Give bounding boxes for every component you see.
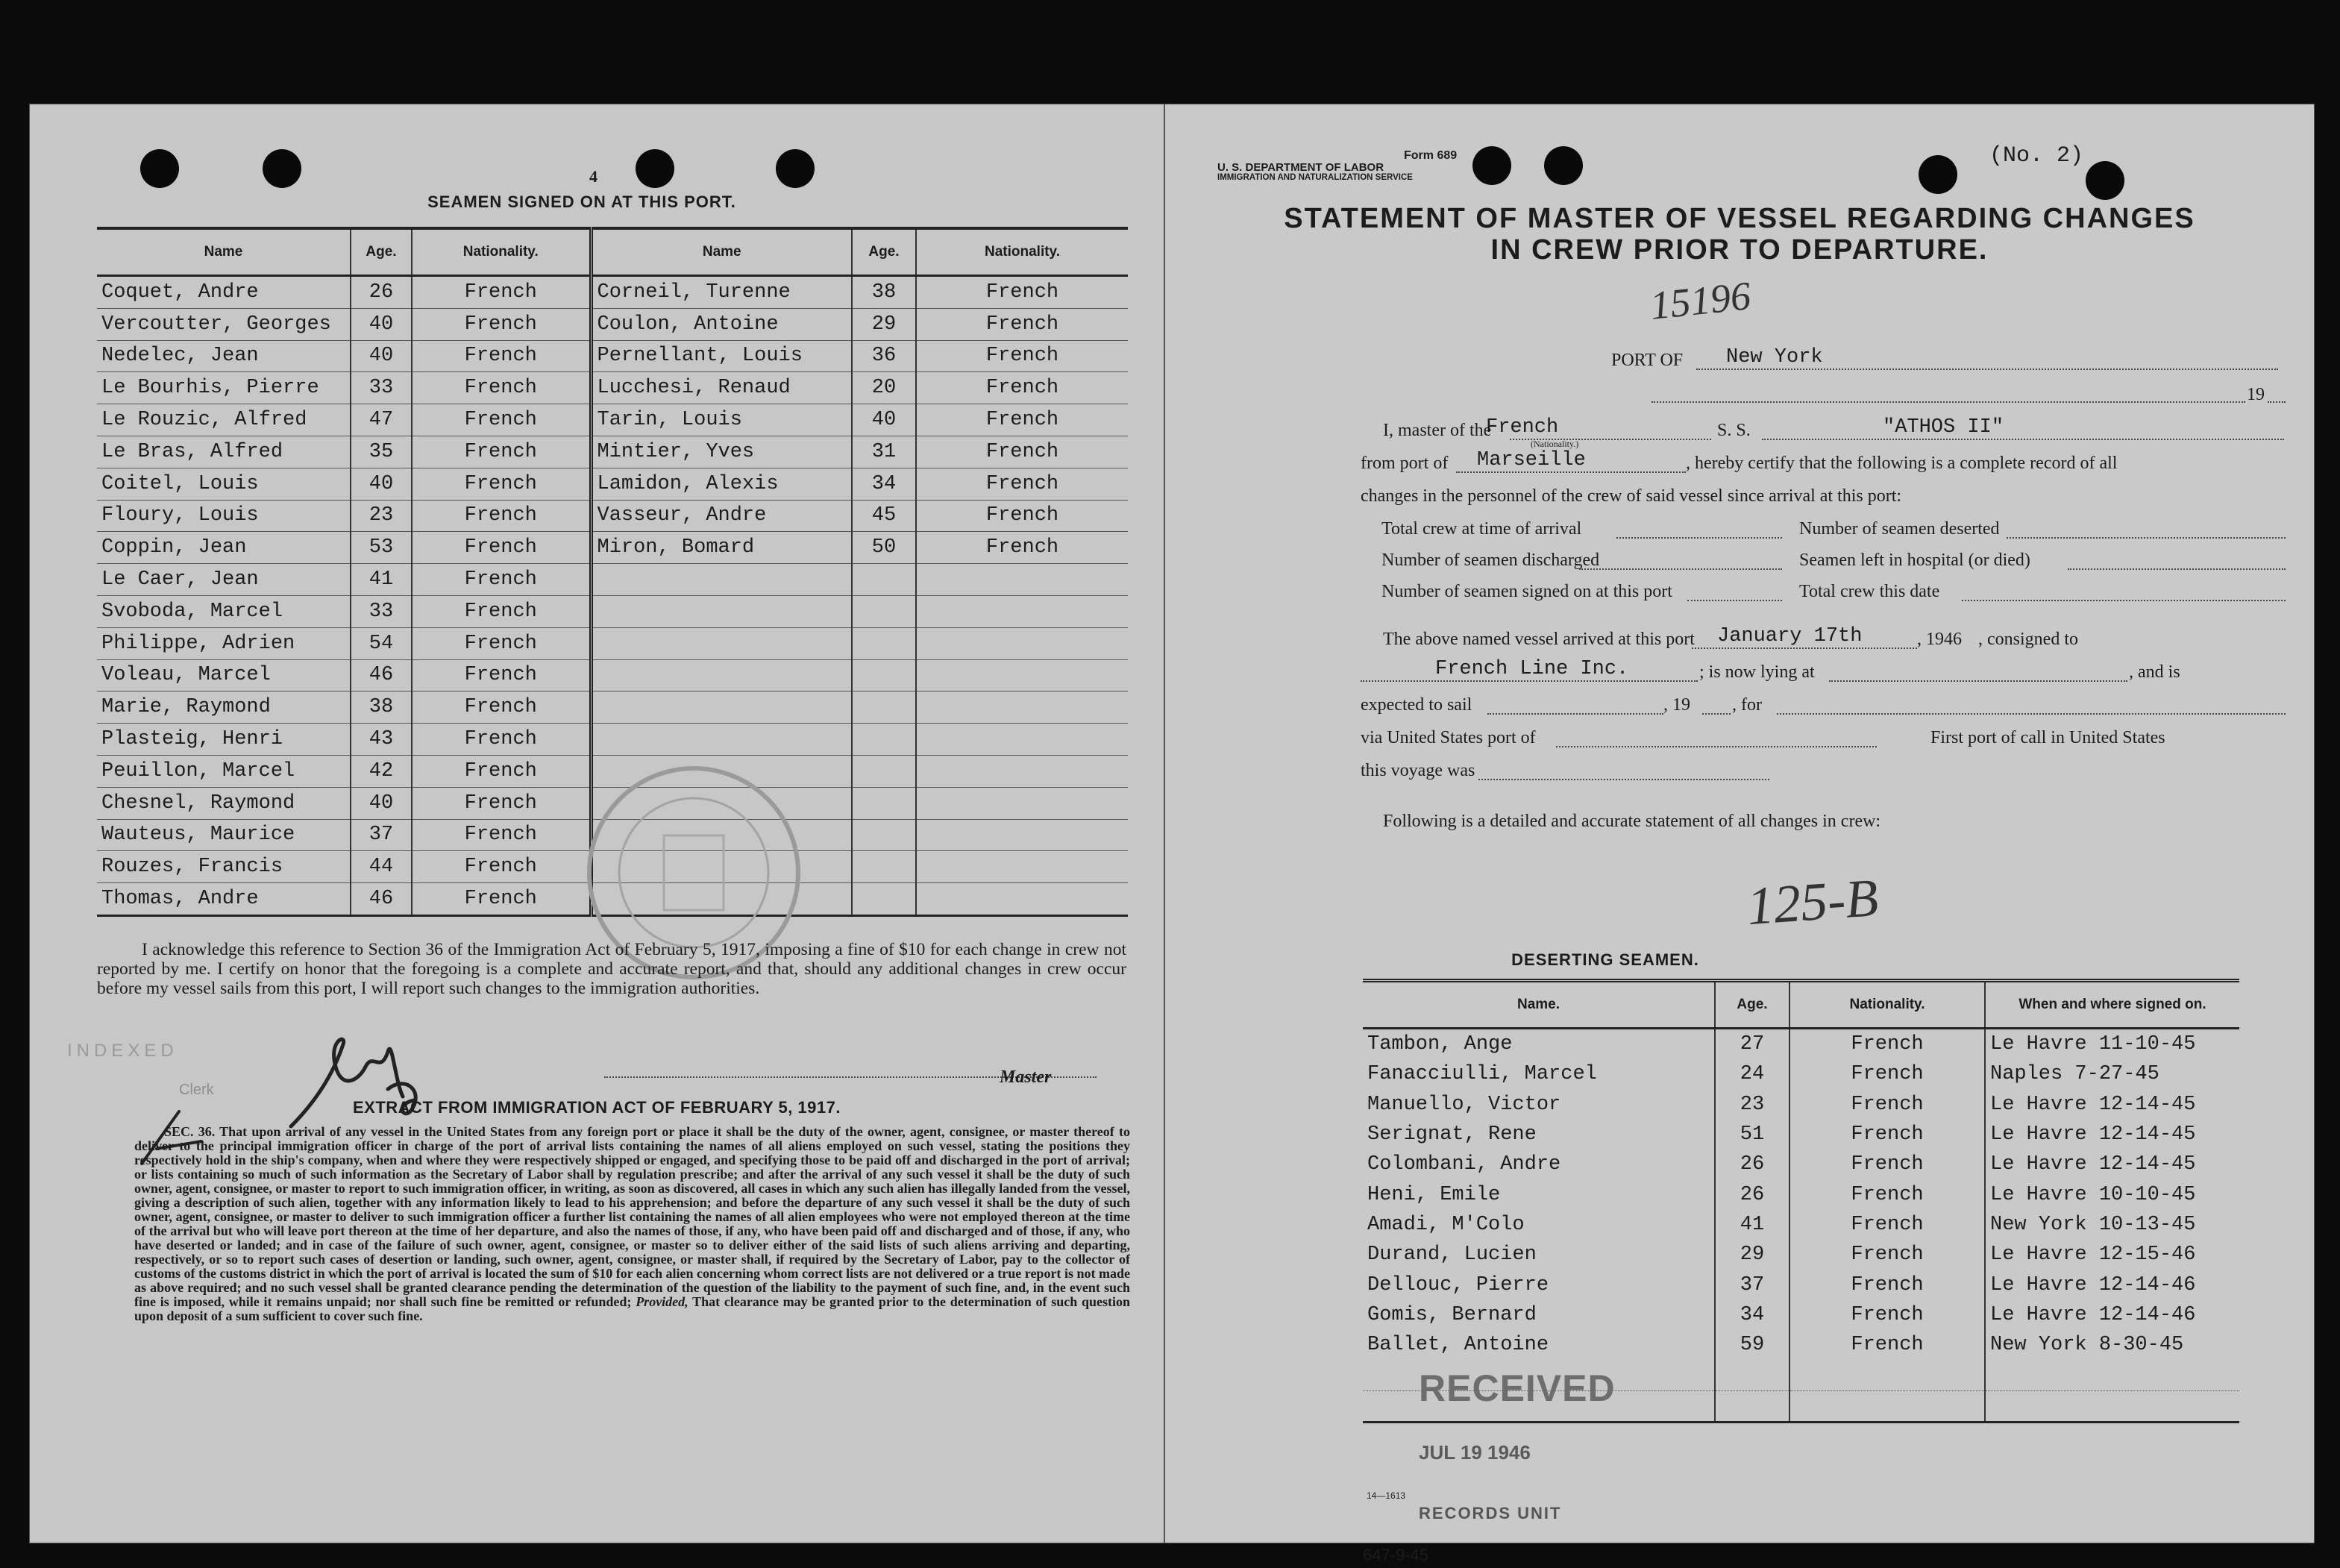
seaman-name: Coulon, Antoine: [591, 308, 852, 340]
from-port-line: [1456, 471, 1686, 473]
seamen-hospital-label: Seamen left in hospital (or died): [1799, 551, 2030, 570]
seaman-name: Philippe, Adrien: [97, 627, 351, 659]
seaman-age: [852, 692, 916, 724]
seaman-nationality: [916, 787, 1128, 819]
punch-hole: [1544, 146, 1583, 185]
blank-cell: [1985, 1390, 2239, 1422]
seaman-age: 47: [351, 404, 412, 436]
deserter-age: 23: [1715, 1090, 1789, 1120]
seaman-nationality: French: [412, 883, 591, 916]
column-header: Nationality.: [412, 228, 591, 276]
seaman-name: Corneil, Turenne: [591, 276, 852, 309]
seaman-name: Marie, Raymond: [97, 692, 351, 724]
port-line: [1696, 369, 2278, 370]
seaman-name: [591, 692, 852, 724]
seaman-age: [852, 819, 916, 851]
clerk-stamp: Clerk: [179, 1082, 214, 1098]
seaman-nationality: [916, 564, 1128, 596]
seaman-nationality: French: [412, 659, 591, 692]
seaman-name: Floury, Louis: [97, 500, 351, 532]
from-port-label: from port of: [1361, 454, 1449, 473]
seaman-name: Wauteus, Maurice: [97, 819, 351, 851]
seaman-nationality: [916, 755, 1128, 787]
seaman-name: Lucchesi, Renaud: [591, 372, 852, 404]
via-port-line: [1556, 746, 1877, 747]
seaman-age: 45: [852, 500, 916, 532]
seaman-nationality: French: [916, 404, 1128, 436]
column-header: Age.: [852, 228, 916, 276]
deserting-seamen-table: [1363, 979, 2239, 1423]
seaman-name: Coppin, Jean: [97, 532, 351, 564]
seaman-name: Tarin, Louis: [591, 404, 852, 436]
blank-cell: [1789, 1360, 1985, 1390]
seaman-age: 41: [351, 564, 412, 596]
table-row: [1363, 1150, 2239, 1179]
deserter-signed-on: Naples 7-27-45: [1985, 1059, 2239, 1089]
table-row: [1363, 1179, 2239, 1209]
deserter-age: 29: [1715, 1240, 1789, 1270]
deserter-name: Ballet, Antoine: [1367, 1334, 1549, 1357]
deserter-name: Amadi, M'Colo: [1367, 1213, 1525, 1236]
seaman-nationality: French: [916, 468, 1128, 500]
seaman-age: [852, 883, 916, 916]
punch-hole: [1472, 146, 1511, 185]
seaman-age: 34: [852, 468, 916, 500]
total-crew-arrival-line: [1616, 537, 1782, 539]
column-header: Name.: [1363, 981, 1715, 1029]
from-port-value: Marseille: [1477, 449, 1586, 471]
seaman-age: 31: [852, 436, 916, 468]
seaman-nationality: French: [412, 564, 591, 596]
seaman-age: 46: [351, 659, 412, 692]
port-value: New York: [1726, 346, 1823, 369]
blank-cell: [1715, 1360, 1789, 1390]
seaman-age: 40: [351, 468, 412, 500]
total-crew-date-label: Total crew this date: [1799, 582, 1940, 601]
seaman-nationality: [916, 595, 1128, 627]
first-port-label: First port of call in United States: [1930, 728, 2165, 747]
seaman-name: Le Bras, Alfred: [97, 436, 351, 468]
table-row: [97, 532, 1128, 564]
seaman-nationality: French: [412, 755, 591, 787]
nationality-value: French: [1486, 416, 1559, 439]
deserter-signed-on: Le Havre 10-10-45: [1985, 1179, 2239, 1209]
table-row: [97, 404, 1128, 436]
seaman-name: [591, 564, 852, 596]
via-port-label: via United States port of: [1361, 728, 1536, 747]
deserter-nationality: French: [1789, 1120, 1985, 1150]
punch-hole: [263, 149, 301, 188]
seaman-nationality: French: [412, 372, 591, 404]
seaman-name: Plasteig, Henri: [97, 724, 351, 756]
seaman-age: [852, 755, 916, 787]
arrival-date-line: [1692, 647, 1917, 649]
deserter-signed-on: Le Havre 12-14-46: [1985, 1270, 2239, 1299]
left-page: [30, 104, 1164, 1543]
seaman-age: [852, 627, 916, 659]
seaman-name: Nedelec, Jean: [97, 340, 351, 372]
deserter-name: Dellouc, Pierre: [1367, 1273, 1549, 1296]
deserter-signed-on: Le Havre 12-15-46: [1985, 1240, 2239, 1270]
sail-date-line: [1487, 713, 1663, 715]
seaman-nationality: French: [412, 692, 591, 724]
seaman-nationality: French: [412, 787, 591, 819]
table-row: [1363, 1240, 2239, 1270]
arrived-text: The above named vessel arrived at this port: [1383, 630, 1695, 649]
printer-code: 14—1613: [1367, 1490, 1406, 1501]
deserter-nationality: French: [1789, 1330, 1985, 1360]
seaman-nationality: French: [412, 276, 591, 309]
received-stamp: RECEIVED: [1419, 1367, 1616, 1409]
table-row: [1363, 1330, 2239, 1360]
certify-text: , hereby certify that the following is a complete record of all: [1686, 454, 2118, 473]
table-row: [97, 436, 1128, 468]
seaman-age: 23: [351, 500, 412, 532]
table-header-row: [97, 228, 1128, 276]
ship-name: "ATHOS II": [1883, 416, 2004, 439]
seaman-nationality: French: [412, 500, 591, 532]
seaman-name: Svoboda, Marcel: [97, 595, 351, 627]
column-header: Age.: [1715, 981, 1789, 1029]
seaman-nationality: [916, 851, 1128, 883]
column-header: Age.: [351, 228, 412, 276]
table-row: [97, 564, 1128, 596]
deserter-age: 37: [1715, 1270, 1789, 1299]
extract-title: EXTRACT FROM IMMIGRATION ACT OF FEBRUARY 5, 1917.: [353, 1098, 841, 1117]
table-row: [1363, 1270, 2239, 1299]
port-label: PORT OF: [1611, 351, 1684, 370]
deserter-signed-on: Le Havre 12-14-46: [1985, 1300, 2239, 1330]
seaman-nationality: [916, 659, 1128, 692]
form-title-line2: IN CREW PRIOR TO DEPARTURE.: [1490, 234, 1989, 266]
seaman-age: [852, 595, 916, 627]
seaman-age: [852, 724, 916, 756]
changes-text: changes in the personnel of the crew of said vessel since arrival at this port:: [1361, 486, 1902, 506]
nationality-caption: (Nationality.): [1531, 439, 1579, 449]
blank-cell: [1985, 1360, 2239, 1390]
seaman-name: Miron, Bomard: [591, 532, 852, 564]
table-row: [1363, 1300, 2239, 1330]
seaman-age: 35: [351, 436, 412, 468]
deserter-nationality: French: [1789, 1270, 1985, 1299]
deserter-name: Gomis, Bernard: [1367, 1303, 1537, 1326]
ship-name-line: [1762, 439, 2284, 440]
deserter-age: 26: [1715, 1179, 1789, 1209]
seaman-nationality: French: [412, 468, 591, 500]
extract-proviso-label: Provided,: [636, 1294, 688, 1309]
seaman-name: Rouzes, Francis: [97, 851, 351, 883]
seaman-age: 37: [351, 819, 412, 851]
sail-year: , 19: [1663, 695, 1690, 715]
footer-form-code: 647-9-45: [1363, 1546, 1429, 1564]
consigned-to-label: , consigned to: [1978, 630, 2078, 649]
seaman-nationality: French: [412, 851, 591, 883]
master-signature: [276, 1022, 448, 1141]
table-row: [97, 372, 1128, 404]
master-label: Master: [1000, 1067, 1052, 1087]
seaman-name: Peuillon, Marcel: [97, 755, 351, 787]
seaman-age: 53: [351, 532, 412, 564]
received-stamp-date: JUL 19 1946: [1419, 1441, 1531, 1464]
records-unit-stamp: RECORDS UNIT: [1419, 1504, 1562, 1522]
copy-number: (No. 2): [1989, 143, 2084, 169]
arrival-year: , 1946: [1917, 630, 1962, 649]
table-row: [1363, 1090, 2239, 1120]
punch-hole: [636, 149, 674, 188]
deserter-name: Heni, Emile: [1367, 1183, 1501, 1206]
seaman-age: 29: [852, 308, 916, 340]
deserter-signed-on: Le Havre 12-14-45: [1985, 1090, 2239, 1120]
deserter-age: 24: [1715, 1059, 1789, 1089]
seaman-age: 46: [351, 883, 412, 916]
deserter-nationality: French: [1789, 1240, 1985, 1270]
seaman-age: 40: [351, 308, 412, 340]
extract-body: SEC. 36. That upon arrival of any vessel in the United States from any foreign port or place it shall be the duty of the owner, agent, consignee, or master thereof to deliver to the principal immigration officer in charge of the port of arrival lists containing the names of all aliens employed on such vessel, stating the positions they respectively hold in the ship's company, when and where they were respectively shipped or engaged, and specifying those to be paid off and discharged in the port of arrival; or lists containing so much of such information as the Secretary of Labor shall by regulation prescribe; and after the arrival of any such vessel it shall be the duty of such owner, agent, consignee, or master to report to such immigration officer, in writing, as soon as discovered, all cases in which any such alien has illegally landed from the vessel, giving a description of such alien, together with any information likely to lead to his apprehension; and before the departure of any such vessel it shall be the duty of such owner, agent, consignee, or master to deliver to such immigration officer a further list containing the names of all alien employees who were not employed thereon at the time of the arrival but who will leave port thereon at the time of her departure, and also the names of those, if any, who have been paid off and discharged and of those, if any, who have deserted or landed; and in case of the failure of such owner, agent, consignee, or master so to deliver either of the said lists of such aliens arriving and departing, respectively, or so to report such cases of desertion or landing, such owner, agent, consignee, or master shall, if required by the Secretary of Labor, pay to the collector of customs of the customs district in which the port of arrival is located the sum of $10 for each alien concerning whom correct lists are not delivered or a true report is not made as above required; and no such vessel shall be granted clearance pending the determination of the question of the liability to the payment of such fine, and, in the event such fine is imposed, while it remains unpaid; nor shall such fine be remitted or refunded;: [134, 1124, 1130, 1309]
year-prefix: 19: [2247, 385, 2265, 404]
seaman-age: 33: [351, 595, 412, 627]
punch-hole: [1919, 155, 1957, 194]
seaman-nationality: French: [412, 404, 591, 436]
seamen-deserted-line: [2007, 537, 2286, 539]
seaman-nationality: French: [916, 436, 1128, 468]
seaman-age: [852, 787, 916, 819]
deserter-signed-on: New York 10-13-45: [1985, 1210, 2239, 1240]
column-header: Name: [591, 228, 852, 276]
table-row: [97, 500, 1128, 532]
deserter-age: 59: [1715, 1330, 1789, 1360]
seamen-deserted-label: Number of seamen deserted: [1799, 519, 2000, 539]
seamen-signed-on-label: Number of seamen signed on at this port: [1381, 582, 1672, 601]
form-title-line1: STATEMENT OF MASTER OF VESSEL REGARDING CHANGES: [1284, 203, 2195, 234]
seaman-nationality: French: [412, 724, 591, 756]
seaman-name: Voleau, Marcel: [97, 659, 351, 692]
service-name: IMMIGRATION AND NATURALIZATION SERVICE: [1217, 173, 1413, 182]
deserter-name: Fanacciulli, Marcel: [1367, 1063, 1597, 1086]
seaman-name: Le Rouzic, Alfred: [97, 404, 351, 436]
sail-year-line: [1702, 713, 1731, 715]
table-row: [1363, 1120, 2239, 1150]
seaman-age: 20: [852, 372, 916, 404]
seaman-age: 40: [351, 340, 412, 372]
blank-cell: [1715, 1390, 1789, 1422]
seaman-name: Le Caer, Jean: [97, 564, 351, 596]
arrival-date: January 17th: [1717, 625, 1863, 647]
seaman-age: [852, 564, 916, 596]
deserter-nationality: French: [1789, 1029, 1985, 1060]
extract-proviso: That clearance may be granted prior to the determination of such question upon deposit of a sum sufficient to cover such fine.: [134, 1294, 1131, 1323]
column-header: Nationality.: [1789, 981, 1985, 1029]
deserter-signed-on: New York 8-30-45: [1985, 1330, 2239, 1360]
seaman-name: [591, 595, 852, 627]
year-line: [2268, 401, 2286, 403]
this-voyage-label: this voyage was: [1361, 761, 1475, 780]
column-header: Name: [97, 228, 351, 276]
deserter-name: Durand, Lucien: [1367, 1244, 1537, 1267]
handwritten-code: 125-B: [1745, 867, 1881, 937]
table-row: [97, 659, 1128, 692]
seaman-nationality: [916, 883, 1128, 916]
seamen-discharged-line: [1579, 568, 1782, 570]
destination-line: [1777, 713, 2286, 715]
table-row: [97, 692, 1128, 724]
deserter-nationality: French: [1789, 1210, 1985, 1240]
seaman-name: Vercoutter, Georges: [97, 308, 351, 340]
master-of-label: I, master of the: [1383, 421, 1492, 440]
seaman-age: 38: [351, 692, 412, 724]
deserter-name: Serignat, Rene: [1367, 1123, 1537, 1147]
table-row: [97, 308, 1128, 340]
table-row: [97, 595, 1128, 627]
deserter-nationality: French: [1789, 1179, 1985, 1209]
section-title: SEAMEN SIGNED ON AT THIS PORT.: [427, 192, 736, 211]
punch-hole: [2086, 161, 2124, 200]
seaman-nationality: [916, 724, 1128, 756]
table-row: [97, 724, 1128, 756]
seaman-age: [852, 851, 916, 883]
deserter-signed-on: Le Havre 12-14-45: [1985, 1120, 2239, 1150]
seamen-discharged-label: Number of seamen discharged: [1381, 551, 1600, 570]
seaman-name: [591, 627, 852, 659]
form-number: Form 689: [1404, 149, 1458, 162]
seaman-age: 44: [351, 851, 412, 883]
seaman-age: 40: [351, 787, 412, 819]
page-number: 4: [589, 167, 597, 186]
deserter-name: Colombani, Andre: [1367, 1153, 1561, 1176]
table-row: [97, 627, 1128, 659]
consignee: French Line Inc.: [1435, 658, 1629, 680]
deserter-age: 27: [1715, 1029, 1789, 1060]
punch-hole: [776, 149, 815, 188]
seaman-age: 40: [852, 404, 916, 436]
seaman-nationality: French: [916, 372, 1128, 404]
table-header-row: [1363, 981, 2239, 1029]
seaman-nationality: [916, 627, 1128, 659]
lying-at-label: ; is now lying at: [1699, 662, 1815, 682]
seaman-age: 43: [351, 724, 412, 756]
seaman-age: [852, 659, 916, 692]
deserting-seamen-title: DESERTING SEAMEN.: [1511, 950, 1699, 969]
table-row: [97, 468, 1128, 500]
seaman-nationality: French: [412, 595, 591, 627]
seaman-nationality: French: [916, 308, 1128, 340]
blank-cell: [1789, 1390, 1985, 1422]
seaman-age: 36: [852, 340, 916, 372]
lying-at-line: [1829, 680, 2127, 682]
and-is-label: , and is: [2129, 662, 2180, 682]
extract-text: [134, 1125, 1130, 1323]
deserter-age: 26: [1715, 1150, 1789, 1179]
seaman-age: 33: [351, 372, 412, 404]
deserter-nationality: French: [1789, 1300, 1985, 1330]
column-header: Nationality.: [916, 228, 1128, 276]
handwritten-number: 15196: [1648, 273, 1753, 328]
seaman-name: Lamidon, Alexis: [591, 468, 852, 500]
following-text: Following is a detailed and accurate statement of all changes in crew:: [1383, 812, 1881, 831]
seaman-nationality: French: [412, 627, 591, 659]
seaman-name: Chesnel, Raymond: [97, 787, 351, 819]
seaman-age: 42: [351, 755, 412, 787]
indexed-stamp: INDEXED: [67, 1041, 178, 1061]
consignee-line: [1361, 680, 1698, 682]
seaman-name: Le Bourhis, Pierre: [97, 372, 351, 404]
deserter-age: 41: [1715, 1210, 1789, 1240]
punch-hole: [140, 149, 179, 188]
total-crew-date-line: [1962, 600, 2286, 601]
seaman-nationality: French: [412, 340, 591, 372]
deserter-age: 34: [1715, 1300, 1789, 1330]
acknowledgement-text: I acknowledge this reference to Section 36 of the Immigration Act of February 5, 1917, imposing a fine of $10 for each change in crew not reported by me. I certify on honor that the foregoing is a complete and accurate report, and that, should any additional changes in crew occur before my vessel sails from this port, I will report such changes to the immigration authorities.: [97, 940, 1126, 998]
seaman-name: Mintier, Yves: [591, 436, 852, 468]
for-label: , for: [1732, 695, 1762, 715]
seaman-age: 54: [351, 627, 412, 659]
ss-label: S. S.: [1717, 421, 1751, 440]
seamen-hospital-line: [2068, 568, 2286, 570]
seaman-name: Coitel, Louis: [97, 468, 351, 500]
seaman-name: [591, 659, 852, 692]
deserter-age: 51: [1715, 1120, 1789, 1150]
seaman-nationality: French: [412, 819, 591, 851]
deserter-signed-on: Le Havre 11-10-45: [1985, 1029, 2239, 1060]
seamen-signed-on-line: [1687, 600, 1782, 601]
seaman-name: Vasseur, Andre: [591, 500, 852, 532]
seaman-nationality: French: [412, 436, 591, 468]
column-header: When and where signed on.: [1985, 981, 2239, 1029]
right-page: [1165, 104, 2314, 1564]
department-name: U. S. DEPARTMENT OF LABOR: [1217, 161, 1384, 174]
seaman-name: Pernellant, Louis: [591, 340, 852, 372]
this-voyage-line: [1478, 779, 1769, 780]
expected-sail-label: expected to sail: [1361, 695, 1472, 715]
seaman-nationality: [916, 819, 1128, 851]
table-row: [1363, 1210, 2239, 1240]
deserter-name: Tambon, Ange: [1367, 1033, 1513, 1056]
deserter-nationality: French: [1789, 1059, 1985, 1089]
seaman-age: 26: [351, 276, 412, 309]
seaman-nationality: French: [412, 308, 591, 340]
seaman-age: 50: [852, 532, 916, 564]
table-row: [1363, 1029, 2239, 1060]
deserter-nationality: French: [1789, 1090, 1985, 1120]
seaman-nationality: French: [916, 276, 1128, 309]
seaman-nationality: French: [916, 340, 1128, 372]
seaman-nationality: [916, 692, 1128, 724]
deserter-name: Manuello, Victor: [1367, 1093, 1561, 1116]
seaman-age: 38: [852, 276, 916, 309]
deserter-signed-on: Le Havre 12-14-45: [1985, 1150, 2239, 1179]
deserter-nationality: French: [1789, 1150, 1985, 1179]
seaman-name: [591, 724, 852, 756]
date-line: [1652, 401, 2245, 403]
seaman-name: Coquet, Andre: [97, 276, 351, 309]
seaman-nationality: French: [916, 500, 1128, 532]
table-row: [1363, 1059, 2239, 1089]
table-row: [97, 340, 1128, 372]
seaman-name: Thomas, Andre: [97, 883, 351, 916]
seaman-nationality: French: [412, 532, 591, 564]
total-crew-arrival-label: Total crew at time of arrival: [1381, 519, 1582, 539]
seaman-nationality: French: [916, 532, 1128, 564]
table-row: [97, 276, 1128, 309]
